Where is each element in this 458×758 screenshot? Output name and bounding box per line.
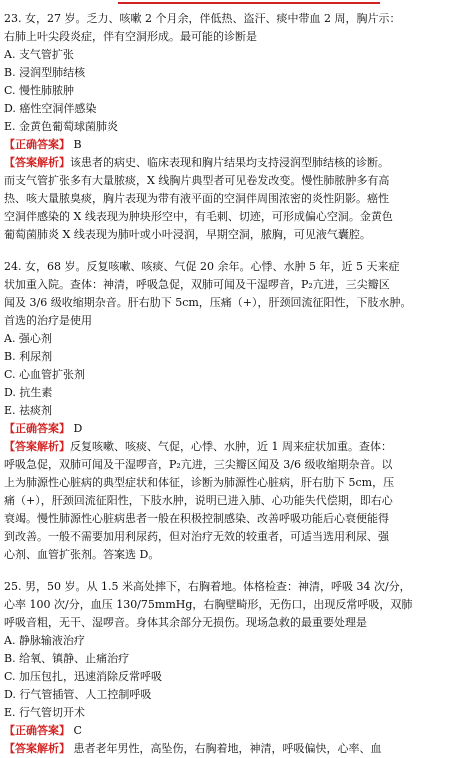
correct-answer-row [4,722,454,740]
question-stem-line: 右肺上叶尖段炎症，伴有空洞形成。最可能的诊断是 [4,30,257,43]
analysis-text: 患者老年男性，高坠伤，右胸着地，神清，呼吸偏快，心率、血 [73,742,382,755]
question-block [4,564,454,758]
analysis-line [4,438,454,456]
question-stem-line: 状加重入院。查体：神清，呼吸急促，双肺可闻及干湿啰音，P₂亢进，三尖瓣区 [4,278,390,291]
header-rule [118,2,380,4]
analysis-line [4,510,454,528]
analysis-text: 呼吸急促，双肺可闻及干湿啰音，P₂亢进，三尖瓣区闻及 3/6 级收缩期杂音。以 [4,458,393,471]
analysis-label: 【答案解析】 [4,156,70,169]
correct-answer-row [4,136,454,154]
analysis-line [4,740,454,758]
analysis-text: 葡萄菌肺炎 X 线表现为肺叶或小叶浸润，早期空洞，脓胸，可见液气囊腔。 [4,228,371,241]
correct-answer-value: D [73,422,83,435]
analysis-text: 反复咳嗽、咳痰、气促，心悸、水肿，近 1 周来症状加重。查体： [70,440,392,453]
answer-option: E. 行气管切开术 [4,706,86,719]
correct-answer-value: B [73,138,82,151]
correct-answer-label: 【正确答案】 [4,138,70,151]
question-stem-line: 闻及 3/6 级收缩期杂音。肝右肋下 5cm，压痛（+），肝颈回流征阳性，下肢水肿。 [4,296,412,309]
analysis-line [4,546,454,564]
answer-option: E. 祛痰剂 [4,404,53,417]
analysis-label: 【答案解析】 [4,742,70,755]
answer-option: D. 行气管插管、人工控制呼吸 [4,688,152,701]
answer-option: B. 浸润型肺结核 [4,66,86,79]
answer-option: D. 抗生素 [4,386,53,399]
analysis-text: 上为肺源性心脏病的典型症状和体征，诊断为肺源性心脏病，肝右肋下 5cm，压 [4,476,395,489]
correct-answer-label: 【正确答案】 [4,422,70,435]
analysis-text: 痛（+），肝颈回流征阳性，下肢水肿，说明已进入肺、心功能失代偿期，即右心 [4,494,393,507]
analysis-line [4,154,454,172]
answer-option: B. 利尿剂 [4,350,53,363]
analysis-line [4,456,454,474]
analysis-text: 该患者的病史、临床表现和胸片结果均支持浸润型肺结核的诊断。 [70,156,389,169]
analysis-text: 热、咳大量脓臭痰，胸片表现为带有液平面的空洞伴周围浓密的炎性阴影。癌性 [4,192,389,205]
question-stem-line: 23. 女，27 岁。乏力、咳嗽 2 个月余，伴低热、盗汗、痰中带血 2 周，胸片示： [4,12,401,25]
question-stem-line: 25. 男，50 岁。从 1.5 米高处摔下，右胸着地。体格检查：神清，呼吸 34 次/分， [4,580,411,593]
question-stem-line: 首选的治疗是使用 [4,314,92,327]
question-spacer [4,564,454,578]
analysis-line [4,492,454,510]
answer-option: C. 慢性肺脓肿 [4,84,75,97]
analysis-line [4,190,454,208]
correct-answer-value: C [73,724,82,737]
answer-option: D. 癌性空洞伴感染 [4,102,97,115]
question-spacer [4,244,454,258]
analysis-line [4,172,454,190]
question-block [4,244,454,564]
question-stem-line: 心率 100 次/分，血压 130/75mmHg，右胸壁畸形，无伤口，出现反常呼吸，双肺 [4,598,413,611]
analysis-line [4,474,454,492]
correct-answer-row [4,420,454,438]
question-list [4,10,454,758]
analysis-line [4,226,454,244]
answer-option: C. 心血管扩张剂 [4,368,86,381]
question-block [4,10,454,244]
answer-option: E. 金黄色葡萄球菌肺炎 [4,120,119,133]
question-stem-line: 24. 女，68 岁。反复咳嗽、咳痰、气促 20 余年。心悸、水肿 5 年，近 5 天来症 [4,260,400,273]
analysis-text: 空洞伴感染的 X 线表现为肿块形空中，有毛刺、切迹，可形成偏心空洞。金黄色 [4,210,393,223]
correct-answer-label: 【正确答案】 [4,724,70,737]
analysis-text: 衰竭。慢性肺源性心脏病患者一般在积极控制感染、改善呼吸功能后心衰便能得 [4,512,389,525]
answer-option: A. 强心剂 [4,332,52,345]
question-stem-line: 呼吸音粗，无干、湿啰音。身体其余部分无损伤。现场急救的最重要处理是 [4,616,367,629]
analysis-text: 心剂、血管扩张剂。答案选 D。 [4,548,160,561]
analysis-line [4,208,454,226]
answer-option: B. 给氧、镇静、止痛治疗 [4,652,130,665]
answer-option: C. 加压包扎，迅速消除反常呼吸 [4,670,163,683]
analysis-text: 而支气管扩张多有大量脓痰，X 线胸片典型者可见卷发改变。慢性肺脓肿多有高 [4,174,390,187]
analysis-text: 到改善。一般不需要加用利尿药，但对治疗无效的较重者，可适当选用利尿、强 [4,530,389,543]
analysis-line [4,528,454,546]
analysis-label: 【答案解析】 [4,440,70,453]
answer-option: A. 支气管扩张 [4,48,74,61]
answer-option: A. 静脉输液治疗 [4,634,85,647]
